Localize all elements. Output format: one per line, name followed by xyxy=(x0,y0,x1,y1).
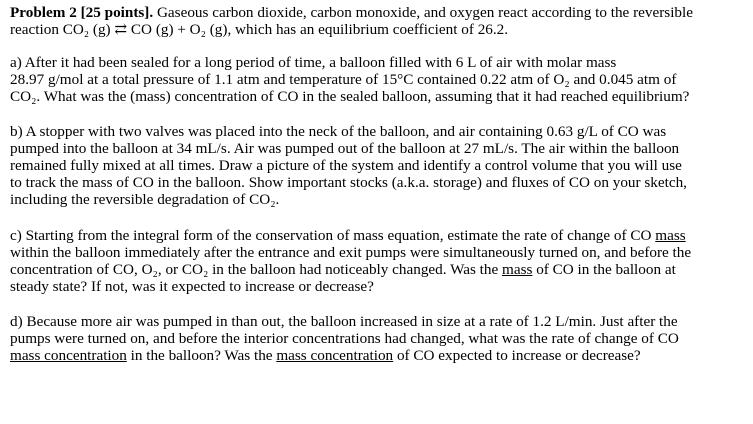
part-c-underlined-mass: mass xyxy=(655,227,686,244)
part-b xyxy=(10,123,750,208)
part-c-line-1 xyxy=(10,227,750,244)
problem-intro-text-1: Gaseous carbon dioxide, carbon monoxide, and oxygen react according to the reversible xyxy=(153,4,693,21)
problem-header xyxy=(10,4,750,38)
problem-header-line-1 xyxy=(10,4,750,21)
paragraph-spacer xyxy=(10,38,750,54)
part-a xyxy=(10,54,750,105)
part-c-line-3-tail: of CO in the balloon at xyxy=(532,261,676,278)
part-a-line-2: 28.97 g/mol at a total pressure of 1.1 atm and temperature of 15°C contained 0.22 atm of O₂ and 0.045 atm of xyxy=(10,71,677,88)
part-c-line-3-text: concentration of CO, O₂, or CO₂ in the balloon had noticeably changed. Was the xyxy=(10,261,503,278)
part-d-line-1: d) Because more air was pumped in than out, the balloon increased in size at a rate of 1.2 L/min. Just after the xyxy=(10,313,678,330)
part-d-line-3-tail: of CO expected to increase or decrease? xyxy=(393,347,641,364)
part-b-line-4: to track the mass of CO in the balloon. Show important stocks (a.k.a. storage) and fluxes of CO on your sketch, xyxy=(10,174,687,191)
part-b-line-1: b) A stopper with two valves was placed into the neck of the balloon, and air containing 0.63 g/L of CO was xyxy=(10,123,667,140)
part-c-line-3 xyxy=(10,261,750,278)
part-d-line-2: pumps were turned on, and before the interior concentrations had changed, what was the rate of change of CO xyxy=(10,330,679,347)
part-d-underlined-mass-concentration: mass concentration xyxy=(10,347,127,364)
problem-page xyxy=(10,4,750,364)
part-d-line-3-text: in the balloon? Was the xyxy=(126,347,277,364)
part-c xyxy=(10,227,750,295)
part-b-line-2: pumped into the balloon at 34 mL/s. Air was pumped out of the balloon at 27 mL/s. The air within the balloon xyxy=(10,140,680,157)
part-a-line-1: a) After it had been sealed for a long period of time, a balloon filled with 6 L of air with molar mass xyxy=(10,54,617,71)
problem-intro-text-2: reaction CO₂ (g) ⇄ CO (g) + O₂ (g), which has an equilibrium coefficient of 26.2. xyxy=(10,21,509,38)
part-d xyxy=(10,313,750,364)
paragraph-spacer xyxy=(10,105,750,123)
part-b-line-3: remained fully mixed at all times. Draw a picture of the system and identify a control volume that you will use xyxy=(10,157,682,174)
part-a-line-3: CO₂. What was the (mass) concentration of CO in the sealed balloon, assuming that it had reached equilibrium? xyxy=(10,88,690,105)
part-c-line-4: steady state? If not, was it expected to increase or decrease? xyxy=(10,278,374,295)
part-d-underlined-mass-concentration-2: mass concentration xyxy=(276,347,394,364)
problem-title: Problem 2 [25 points]. xyxy=(10,4,154,21)
part-d-line-3 xyxy=(10,347,750,364)
part-c-underlined-mass-2: mass xyxy=(502,261,533,278)
part-c-line-1-text: c) Starting from the integral form of the conservation of mass equation, estimate the rate of change of CO xyxy=(10,227,656,244)
part-b-line-5: including the reversible degradation of CO₂. xyxy=(10,191,280,208)
paragraph-spacer xyxy=(10,208,750,227)
part-c-line-2: within the balloon immediately after the entrance and exit pumps were simultaneously turned on, and before the xyxy=(10,244,692,261)
paragraph-spacer xyxy=(10,295,750,313)
